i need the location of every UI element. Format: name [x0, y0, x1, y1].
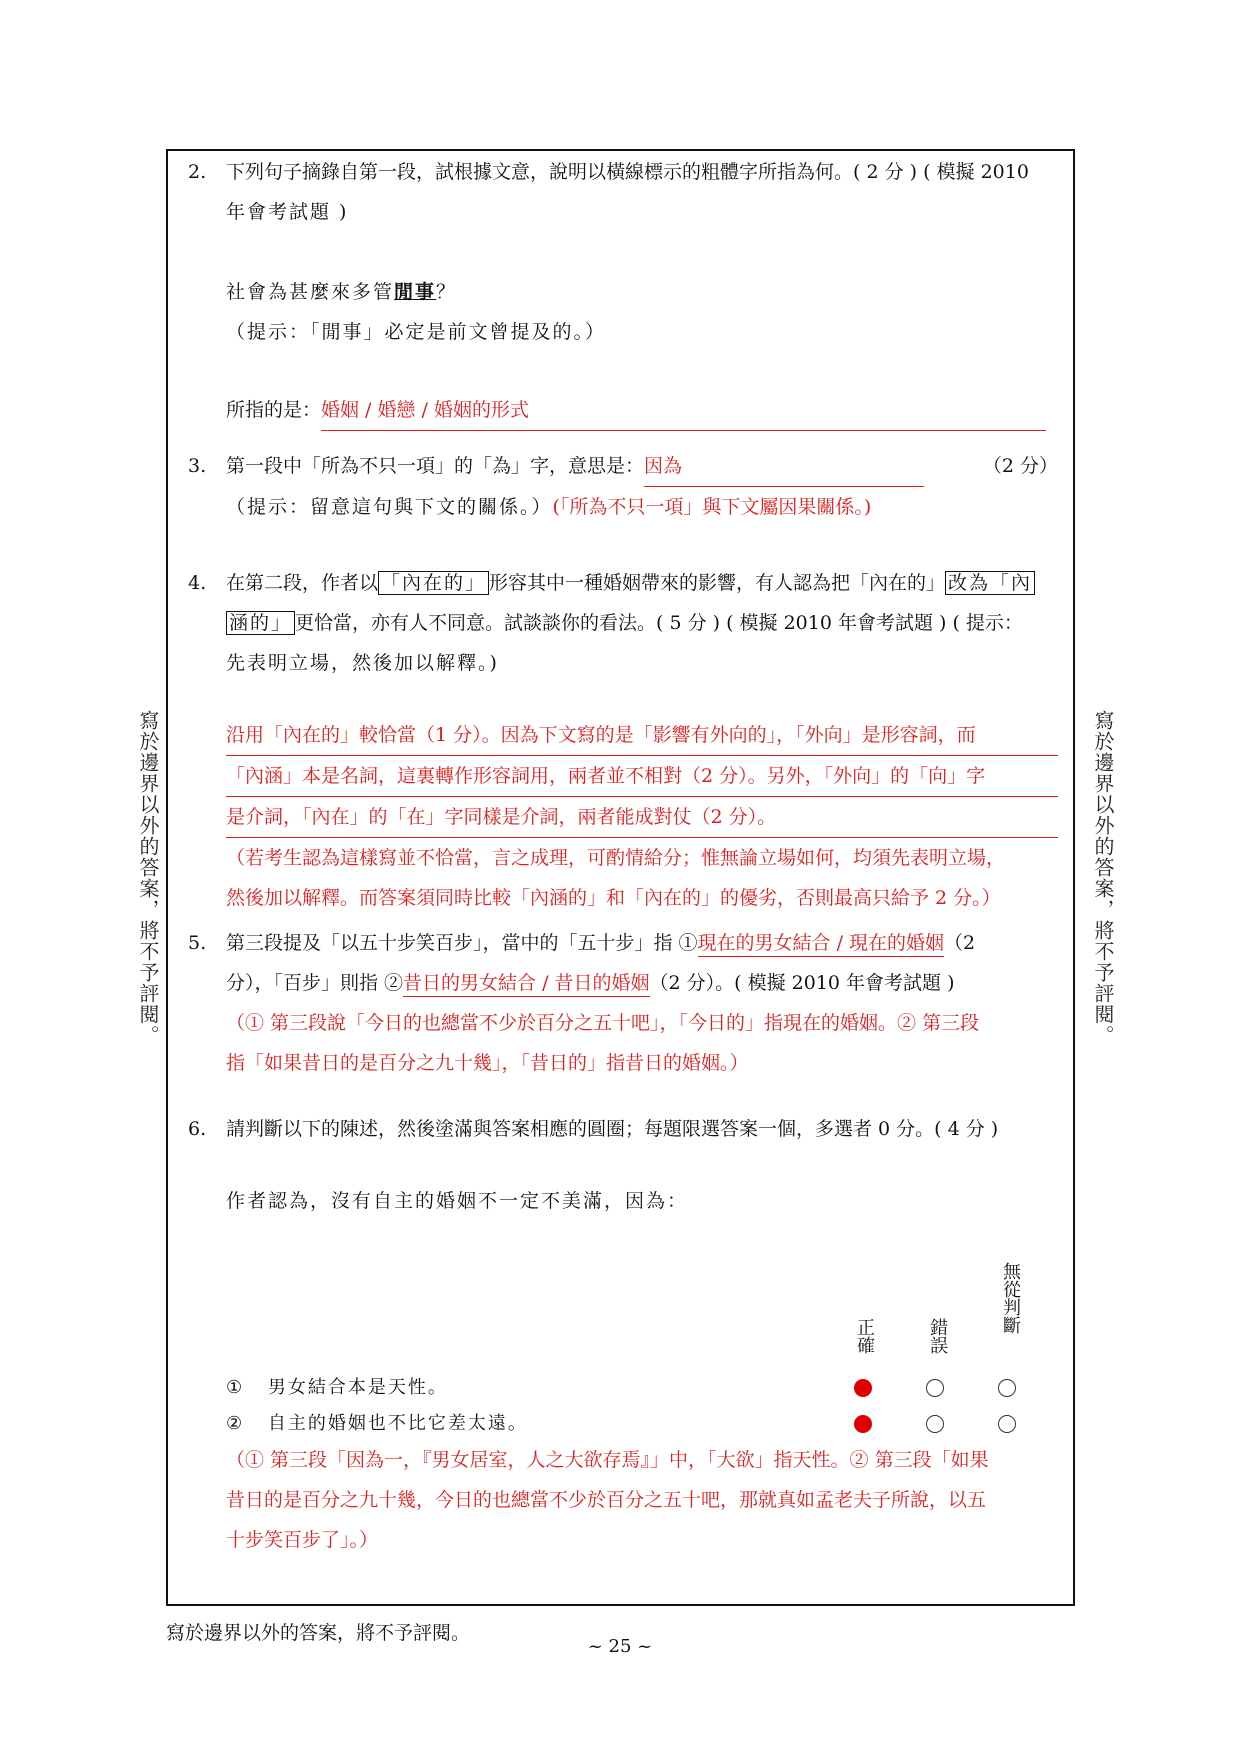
question-2: [188, 152, 1058, 431]
marking-note-3: 十步笑百步了」。）: [226, 1529, 379, 1551]
question-prompt: 請判斷以下的陳述，然後塗滿與答案相應的圓圈；每題限選答案一個，多選者 0 分。( 4 分 ): [226, 1118, 999, 1140]
answer-1: 現在的男女結合 / 現在的婚姻: [698, 932, 944, 957]
footer-note: 寫於邊界以外的答案，將不予評閱。: [166, 1622, 471, 1644]
question-prompt: 下列句子摘錄自第一段，試根據文意，說明以橫線標示的粗體字所指為何。( 2 分 ) ( 模擬 2010: [226, 161, 1029, 183]
answer-line-2: 「內涵」本是名詞，這裏轉作形容詞用，兩者並不相對（2 分）。另外，「外向」的「向」字: [226, 756, 1058, 797]
question-line-2: 分），「百步」則指 ②昔日的男女結合 / 昔日的婚姻（2 分）。( 模擬 2010 年會考試題 ): [226, 963, 1058, 1003]
hint: （提示：留意這句與下文的關係。）: [226, 496, 553, 518]
question-number: 3.: [188, 455, 207, 477]
question-prompt: 第一段中「所為不只一項」的「為」字，意思是：因為 （2 分）: [226, 446, 1058, 487]
statement-row: [226, 1406, 1046, 1442]
quoted-sentence: 社會為甚麼來多管閒事？: [226, 281, 458, 303]
question-prompt-cont: 年會考試題 ): [226, 201, 349, 223]
answer-2: 昔日的男女結合 / 昔日的婚姻: [403, 972, 649, 997]
marking-note-2: 指「如果昔日的是百分之九十幾」，「昔日的」指昔日的婚姻。）: [226, 1052, 749, 1074]
statement-marker: ②: [226, 1413, 243, 1434]
hint: （提示：「閒事」必定是前文曾提及的。）: [226, 321, 607, 343]
statement-text: 自主的婚姻也不比它差太遠。: [267, 1413, 528, 1434]
radio-unknown[interactable]: [998, 1379, 1016, 1397]
question-5: [188, 923, 1058, 1083]
question-line-1: 第三段提及「以五十步笑百步」，當中的「五十步」指 ①現在的男女結合 / 現在的婚姻（2: [226, 923, 1058, 963]
answer-line-3: 是介詞，「內在」的「在」字同樣是介詞，兩者能成對仗（2 分）。: [226, 797, 1058, 838]
boxed-term: 「內在的」: [378, 571, 489, 595]
statement-text: 男女結合本是天性。: [267, 1377, 448, 1398]
question-3: [188, 446, 1058, 527]
question-number: 4.: [188, 572, 207, 594]
question-line-2: 涵的」 更恰當，亦有人不同意。試談談你的看法。( 5 分 ) ( 模擬 2010 年會考試題 ) ( 提示：: [226, 603, 1058, 643]
answer-text: 婚姻 / 婚戀 / 婚姻的形式: [321, 390, 1046, 431]
question-line-1: 在第二段，作者以 「內在的」 形容其中一種婚姻帶來的影響，有人認為把「內在的」 改為「內: [226, 563, 1058, 603]
marking-note: (「所為不只一項」與下文屬因果關係。): [552, 496, 872, 518]
question-6: [188, 1109, 1058, 1221]
question-number: 2.: [188, 161, 207, 183]
marking-note-2: 昔日的是百分之九十幾，今日的也總當不少於百分之五十吧，那就真如孟老夫子所說，以五: [226, 1489, 987, 1511]
marking-note-1: （① 第三段「因為一，『男女居室，人之大欲存焉』」中，「大欲」指天性。② 第三段「如果: [226, 1449, 989, 1471]
statement-row: [226, 1370, 1046, 1406]
radio-false[interactable]: [926, 1415, 944, 1433]
underlined-bold-word: 閒事: [394, 281, 437, 303]
answer-row: 所指的是：婚姻 / 婚戀 / 婚姻的形式: [226, 390, 1058, 431]
radio-unknown[interactable]: [998, 1415, 1016, 1433]
score: （2 分）: [982, 455, 1058, 477]
boxed-term: 改為「內: [945, 571, 1035, 595]
margin-note-left: 寫於邊界以外的答案，將不予評閱。: [136, 710, 160, 1046]
marking-note-1: （① 第三段說「今日的也總當不少於百分之五十吧」，「今日的」指現在的婚姻。② 第三段: [226, 1012, 980, 1034]
page-number: ~ 25 ~: [587, 1636, 653, 1657]
question-number: 6.: [188, 1118, 207, 1140]
marking-note-1: （若考生認為這樣寫並不恰當，言之成理，可酌情給分；惟無論立場如何，均須先表明立場，: [226, 847, 1006, 869]
radio-true[interactable]: [854, 1415, 872, 1433]
marking-note-2: 然後加以解釋。而答案須同時比較「內涵的」和「內在的」的優劣，否則最高只給予 2 分。）: [226, 887, 1001, 909]
answer-text: 因為: [644, 446, 924, 487]
radio-true[interactable]: [854, 1379, 872, 1397]
statement-marker: ①: [226, 1377, 243, 1398]
answer-line-1: 沿用「內在的」較恰當（1 分）。因為下文寫的是「影響有外向的」，「外向」是形容詞，而: [226, 715, 1058, 756]
col-header-false: 錯誤: [927, 1318, 948, 1354]
question-4: [188, 563, 1058, 918]
lead-sentence: 作者認為，沒有自主的婚姻不一定不美滿，因為：: [226, 1190, 689, 1212]
question-number: 5.: [188, 932, 207, 954]
question-line-3: 先表明立場，然後加以解釋。): [226, 652, 499, 674]
boxed-term: 涵的」: [226, 611, 295, 635]
radio-false[interactable]: [926, 1379, 944, 1397]
hint-row: [226, 487, 1058, 527]
col-header-true: 正確: [854, 1318, 875, 1354]
question-6-notes: [188, 1440, 1058, 1560]
col-header-unknown: 無從判斷: [1000, 1262, 1021, 1334]
margin-note-right: 寫於邊界以外的答案，將不予評閱。: [1091, 710, 1115, 1046]
